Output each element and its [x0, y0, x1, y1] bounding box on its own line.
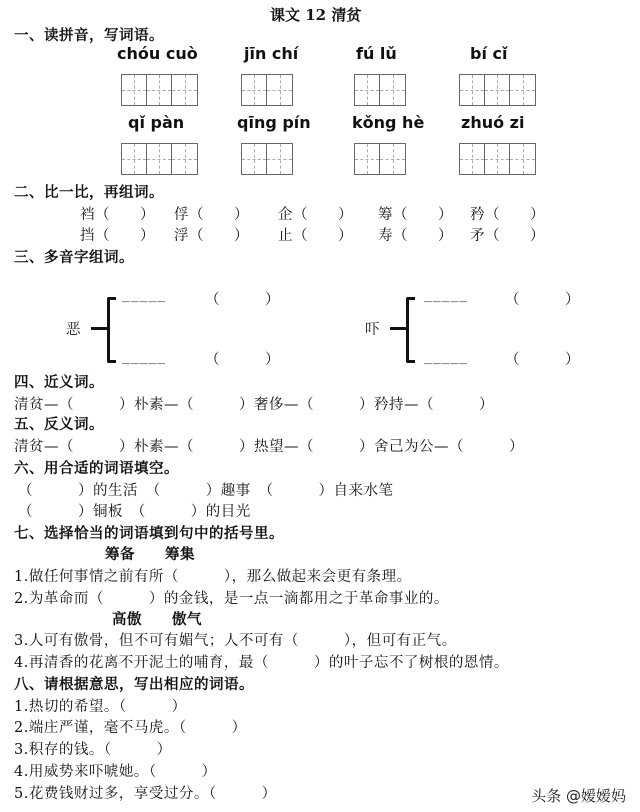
polyphone-char: 吓 [365, 322, 380, 338]
definition-item: 1.热切的希望。（ ） [14, 699, 187, 715]
writing-grid[interactable] [121, 74, 198, 106]
pinyin-3: fú lǔ [356, 44, 397, 63]
pinyin-7: kǒng hè [352, 113, 425, 132]
compare-item: 挡（ ） [80, 228, 155, 244]
compare-item: 矛（ ） [470, 228, 545, 244]
blank-line: _____ [424, 350, 469, 365]
pinyin-6: qīng pín [237, 113, 311, 132]
writing-grid[interactable] [354, 143, 406, 175]
writing-grid[interactable] [241, 74, 293, 106]
compare-item: 矜（ ） [470, 207, 545, 223]
section-8-heading: 八、请根据意思，写出相应的词语。 [14, 676, 254, 693]
definition-item: 3.积存的钱。（ ） [14, 742, 172, 758]
question-line: 2.为革命而（ ）的金钱，是一点一滴都用之于革命事业的。 [14, 591, 449, 607]
left-brace [406, 297, 415, 363]
compare-item: 寿（ ） [378, 228, 453, 244]
blank-line: _____ [122, 350, 167, 365]
pinyin-4: bí cǐ [470, 44, 508, 63]
synonym-line: 清贫—（ ）朴素—（ ）奢侈—（ ）矜持—（ ） [14, 397, 494, 413]
page-title: 课文 12 清贫 [270, 6, 362, 24]
compare-item: 裆（ ） [80, 207, 155, 223]
polyphone-char: 恶 [66, 322, 81, 338]
answer-paren: （ ） [205, 292, 280, 308]
word-choices: 高傲 傲气 [112, 611, 202, 628]
question-line: 1.做任何事情之前有所（ ），那么做起来会更有条理。 [14, 569, 412, 585]
pinyin-2: jīn chí [244, 44, 299, 63]
definition-item: 2.端庄严谨，毫不马虎。（ ） [14, 720, 247, 736]
bracket-tick [91, 327, 107, 330]
compare-item: 企（ ） [278, 207, 353, 223]
section-2-heading: 二、比一比，再组词。 [14, 184, 164, 201]
pinyin-1: chóu cuò [117, 44, 198, 63]
question-line: 3.人可有傲骨，但不可有媚气；人不可有（ ），但可有正气。 [14, 633, 457, 649]
compare-item: 浮（ ） [174, 228, 249, 244]
section-3-heading: 三、多音字组词。 [14, 249, 134, 266]
section-1-heading: 一、读拼音，写词语。 [14, 27, 164, 44]
writing-grid[interactable] [459, 74, 536, 106]
compare-item: 止（ ） [278, 228, 353, 244]
fill-line: （ ）的生活 （ ）趣事 （ ）自来水笔 [18, 483, 394, 499]
fill-line: （ ）铜板 （ ）的目光 [18, 504, 251, 520]
bracket-tick [390, 327, 406, 330]
writing-grid[interactable] [241, 143, 293, 175]
watermark: 头条 @嫒嫒妈 [531, 787, 626, 805]
writing-grid[interactable] [354, 74, 406, 106]
writing-grid[interactable] [459, 143, 536, 175]
antonym-line: 清贫—（ ）朴素—（ ）热望—（ ）舍己为公—（ ） [14, 439, 524, 455]
pinyin-5: qǐ pàn [128, 113, 185, 132]
left-brace [107, 297, 116, 363]
blank-line: _____ [122, 288, 167, 303]
pinyin-8: zhuó zi [461, 113, 525, 132]
section-6-heading: 六、用合适的词语填空。 [14, 460, 179, 477]
answer-paren: （ ） [505, 292, 580, 308]
definition-item: 4.用威势来吓唬她。（ ） [14, 764, 217, 780]
section-4-heading: 四、近义词。 [14, 374, 104, 391]
section-5-heading: 五、反义词。 [14, 416, 104, 433]
answer-paren: （ ） [205, 352, 280, 368]
blank-line: _____ [424, 288, 469, 303]
compare-item: 俘（ ） [174, 207, 249, 223]
section-7-heading: 七、选择恰当的词语填到句中的括号里。 [14, 525, 284, 542]
compare-item: 筹（ ） [378, 207, 453, 223]
question-line: 4.再清香的花离不开泥土的哺育，最（ ）的叶子忘不了树根的恩情。 [14, 655, 509, 671]
writing-grid[interactable] [121, 143, 198, 175]
answer-paren: （ ） [505, 352, 580, 368]
definition-item: 5.花费钱财过多，享受过分。（ ） [14, 786, 277, 802]
word-choices: 筹备 筹集 [105, 546, 195, 563]
